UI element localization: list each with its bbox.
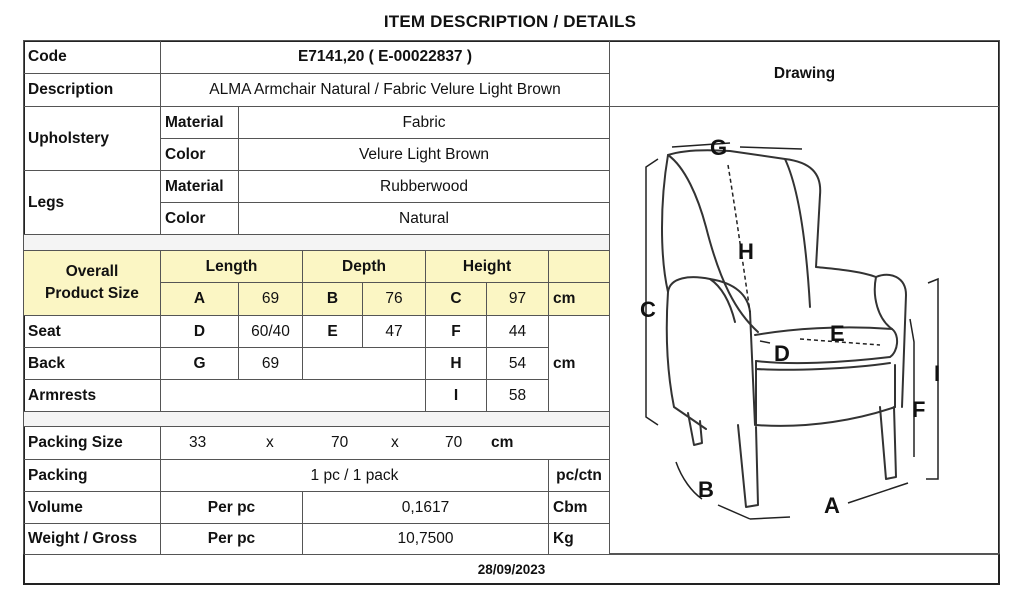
depth-header: Depth (302, 250, 426, 283)
legs-color-label: Color (160, 202, 239, 235)
upholstery-color-value: Velure Light Brown (238, 138, 610, 171)
length-value: 69 (238, 282, 303, 316)
document-title: ITEM DESCRIPTION / DETAILS (383, 12, 637, 31)
length-letter: A (160, 282, 239, 316)
height-letter: C (425, 282, 487, 316)
drawing-label-c: C (640, 297, 656, 322)
drawing-label-i: I (934, 361, 941, 386)
height-value: 97 (486, 282, 549, 316)
packing-size-x2: x (391, 434, 399, 451)
drawing-label-a: A (824, 493, 840, 518)
weight-label: Weight / Gross (23, 523, 161, 555)
back-h-letter: H (425, 347, 487, 380)
packing-size-label: Packing Size (23, 426, 161, 460)
size-unit: cm (548, 282, 610, 316)
separator-row-2 (23, 411, 610, 427)
armrests-i-value: 58 (486, 379, 549, 412)
packing-size-unit: cm (491, 434, 514, 451)
depth-letter: B (302, 282, 363, 316)
separator-row (23, 234, 610, 251)
drawing-label-b: B (698, 477, 714, 502)
seat-f-value: 44 (486, 315, 549, 348)
armrests-i-letter: I (425, 379, 487, 412)
description-value: ALMA Armchair Natural / Fabric Velure Light Brown (160, 73, 610, 107)
volume-label: Volume (23, 491, 161, 524)
overall-size-label (23, 250, 161, 316)
seat-e-letter: E (302, 315, 363, 348)
dimension-unit: cm (548, 315, 610, 412)
armrests-label: Armrests (23, 379, 161, 412)
volume-value: 0,1617 (302, 491, 549, 524)
seat-e-value: 47 (362, 315, 426, 348)
size-header-blank (548, 250, 610, 283)
height-header: Height (425, 250, 549, 283)
armrests-blank (160, 379, 426, 412)
code-label: Code (23, 40, 161, 74)
back-label: Back (23, 347, 161, 380)
weight-per: Per pc (160, 523, 303, 555)
back-g-value: 69 (238, 347, 303, 380)
back-g-letter: G (160, 347, 239, 380)
packing-value: 1 pc / 1 pack (160, 459, 549, 492)
armchair-drawing (610, 107, 999, 553)
description-label: Description (23, 73, 161, 107)
back-blank (302, 347, 426, 380)
overall-size-label-line2: Product Size (45, 285, 139, 302)
seat-f-letter: F (425, 315, 487, 348)
drawing-cell (609, 106, 1000, 554)
packing-size-x1: x (266, 434, 274, 451)
packing-size-row (160, 426, 610, 460)
packing-unit: pc/ctn (548, 459, 610, 492)
seat-d-letter: D (160, 315, 239, 348)
drawing-label-e: E (830, 321, 845, 346)
legs-label: Legs (23, 170, 161, 235)
drawing-label-f: F (912, 397, 926, 422)
weight-unit: Kg (548, 523, 610, 555)
seat-d-value: 60/40 (238, 315, 303, 348)
code-value: E7141,20 ( E-00022837 ) (160, 40, 610, 74)
drawing-label-g: G (710, 135, 728, 160)
packing-size-width: 70 (331, 434, 349, 451)
overall-size-label-line1: Overall (65, 263, 119, 280)
depth-value: 76 (362, 282, 426, 316)
packing-label: Packing (23, 459, 161, 492)
upholstery-color-label: Color (160, 138, 239, 171)
drawing-header: Drawing (609, 40, 1000, 107)
legs-material-value: Rubberwood (238, 170, 610, 203)
upholstery-material-value: Fabric (238, 106, 610, 139)
legs-color-value: Natural (238, 202, 610, 235)
packing-size-height: 70 (445, 434, 463, 451)
packing-size-length: 33 (189, 434, 207, 451)
length-header: Length (160, 250, 303, 283)
legs-material-label: Material (160, 170, 239, 203)
seat-label: Seat (23, 315, 161, 348)
document-date: 28/09/2023 (23, 554, 1000, 585)
weight-value: 10,7500 (302, 523, 549, 555)
volume-unit: Cbm (548, 491, 610, 524)
upholstery-material-label: Material (160, 106, 239, 139)
back-h-value: 54 (486, 347, 549, 380)
volume-per: Per pc (160, 491, 303, 524)
upholstery-label: Upholstery (23, 106, 161, 171)
drawing-label-h: H (738, 239, 754, 264)
drawing-label-d: D (774, 341, 790, 366)
